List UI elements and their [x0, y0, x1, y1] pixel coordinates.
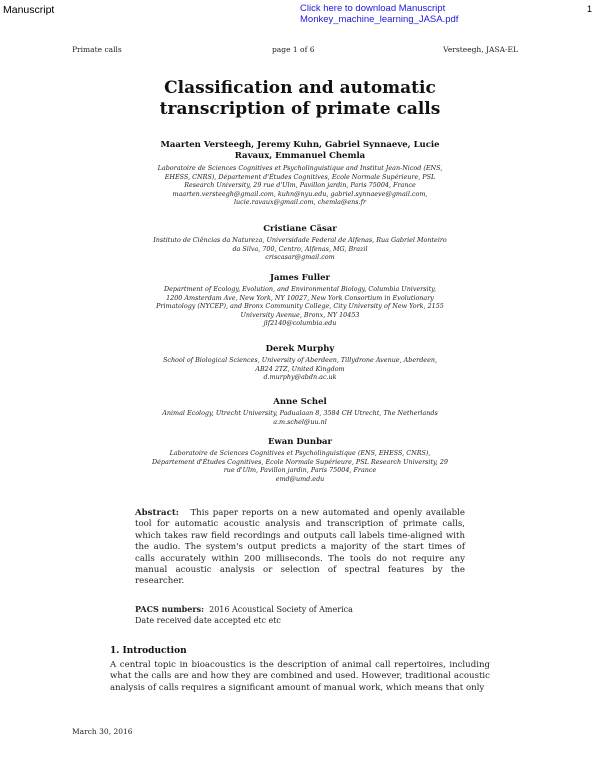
running-header-left: Primate calls: [72, 45, 122, 54]
author-names-line-2: Ravaux, Emmanuel Chemla: [234, 151, 366, 161]
affiliation-line: 1200 Amsterdam Ave, New York, NY 10027, New York Consortium in Evolutionary: [166, 293, 434, 302]
paper-title: [0, 78, 600, 120]
pacs-label: PACS numbers:: [135, 604, 205, 614]
download-link-filename[interactable]: Monkey_machine_learning_JASA.pdf: [300, 14, 459, 25]
manuscript-label: Manuscript: [3, 4, 55, 16]
affiliation: [120, 409, 480, 426]
affiliation-line: University Avenue, Bronx, NY 10453: [240, 310, 360, 319]
author-group-5: [120, 397, 480, 426]
affiliation-line: Instituto de Ciências da Natureza, Universidade Federal de Alfenas, Rua Gabriel Monteiro: [153, 236, 447, 244]
download-link-line1[interactable]: Click here to download Manuscript: [300, 3, 446, 14]
author-name: Cristiane Cäsar: [263, 224, 337, 234]
affiliation: [120, 236, 480, 262]
affiliation-line: Department of Ecology, Evolution, and Environmental Biology, Columbia University,: [164, 285, 436, 293]
section-heading-introduction: 1. Introduction: [110, 646, 187, 656]
affiliation: [120, 449, 480, 483]
affiliation-line: Animal Ecology, Utrecht University, Padualaan 8, 3584 CH Utrecht, The Netherlands: [162, 409, 438, 417]
author-name: Derek Murphy: [265, 344, 335, 354]
affiliation-line: EHESS, CNRS), Département d'Études Cognitives, Ecole Normale Supérieure, PSL: [164, 172, 436, 181]
author-emails: lucie.ravaux@gmail.com, chemla@ens.fr: [233, 198, 367, 206]
title-line-1: Classification and automatic: [164, 78, 436, 98]
download-manuscript-link[interactable]: [300, 3, 458, 25]
author-emails: maarten.versteegh@gmail.com, kuhn@nyu.edu, gabriel.synnaeve@gmail.com,: [172, 189, 428, 198]
author-group-4: [120, 344, 480, 382]
affiliation-line: Département d'Études Cognitives, Ecole Normale Supérieure, PSL Research University, 29: [152, 457, 448, 466]
running-header-center: page 1 of 6: [272, 45, 315, 54]
affiliation: [120, 164, 480, 207]
abstract: [135, 508, 465, 588]
author-group-2: [120, 224, 480, 262]
running-header-right: Versteegh, JASA-EL: [443, 45, 518, 54]
affiliation: [120, 285, 480, 328]
received-dates: Date received date accepted etc etc: [135, 615, 281, 625]
affiliation-line: da Silva, 700, Centro, Alfenas, MG, Brazil: [232, 244, 368, 253]
author-name: Ewan Dunbar: [267, 437, 333, 447]
affiliation-line: Laboratoire de Sciences Cognitives et Psycholinguistique and Institut Jean-Nicod (ENS,: [157, 164, 443, 172]
affiliation-line: Laboratoire de Sciences Cognitives et Psycholinguistique (ENS, EHESS, CNRS),: [169, 449, 431, 457]
author-email: emd@umd.edu: [275, 474, 325, 483]
footer-date: March 30, 2016: [72, 727, 133, 736]
author-group-6: [120, 437, 480, 483]
abstract-label: Abstract:: [135, 508, 179, 518]
pacs-value: 2016 Acoustical Society of America: [209, 605, 353, 614]
affiliation-line: AB24 2TZ, United Kingdom: [255, 364, 345, 373]
affiliation-line: School of Biological Sciences, University of Aberdeen, Tillydrone Avenue, Aberdeen,: [162, 356, 437, 364]
author-name: Anne Schel: [273, 397, 327, 407]
affiliation: [120, 356, 480, 382]
affiliation-line: Research University, 29 rue d'Ulm, Pavillon jardin, Paris 75004, France: [184, 181, 416, 189]
pdf-page-number: 1: [586, 4, 592, 14]
abstract-text: This paper reports on a new automated and openly available tool for automatic acoustic analysis and transcription of primate calls, which takes raw field recordings and outputs call labels time-aligned with the audio. The system's output predicts a majority of the start times of calls accurately within 200 milliseconds. The tools do not require any manual acoustic analysis or selection of spectral features by the researcher.: [135, 508, 465, 587]
author-email: d.murphy@abdn.ac.uk: [263, 373, 337, 381]
author-email: a.m.schel@uu.nl: [273, 417, 327, 426]
author-group-1: [120, 140, 480, 207]
author-email: jlf2140@columbia.edu: [263, 319, 337, 327]
introduction-text: A central topic in bioacoustics is the description of animal call repertoires, including what the calls are and how they are combined and used. However, traditional acoustic analysis of calls requires a significant amount of manual work, which means that only: [110, 660, 490, 693]
author-email: criscasar@gmail.com: [265, 253, 335, 261]
author-group-3: [120, 273, 480, 328]
author-names-line-1: Maarten Versteegh, Jeremy Kuhn, Gabriel Synnaeve, Lucie: [160, 140, 440, 150]
pacs-block: [135, 604, 353, 626]
affiliation-line: Primatology (NYCEP), and Bronx Community College, City University of New York, 2155: [156, 302, 444, 310]
author-name: James Fuller: [269, 273, 331, 283]
title-line-2: transcription of primate calls: [159, 99, 441, 119]
affiliation-line: rue d'Ulm, Pavillon jardin, Paris 75004, France: [223, 466, 377, 474]
